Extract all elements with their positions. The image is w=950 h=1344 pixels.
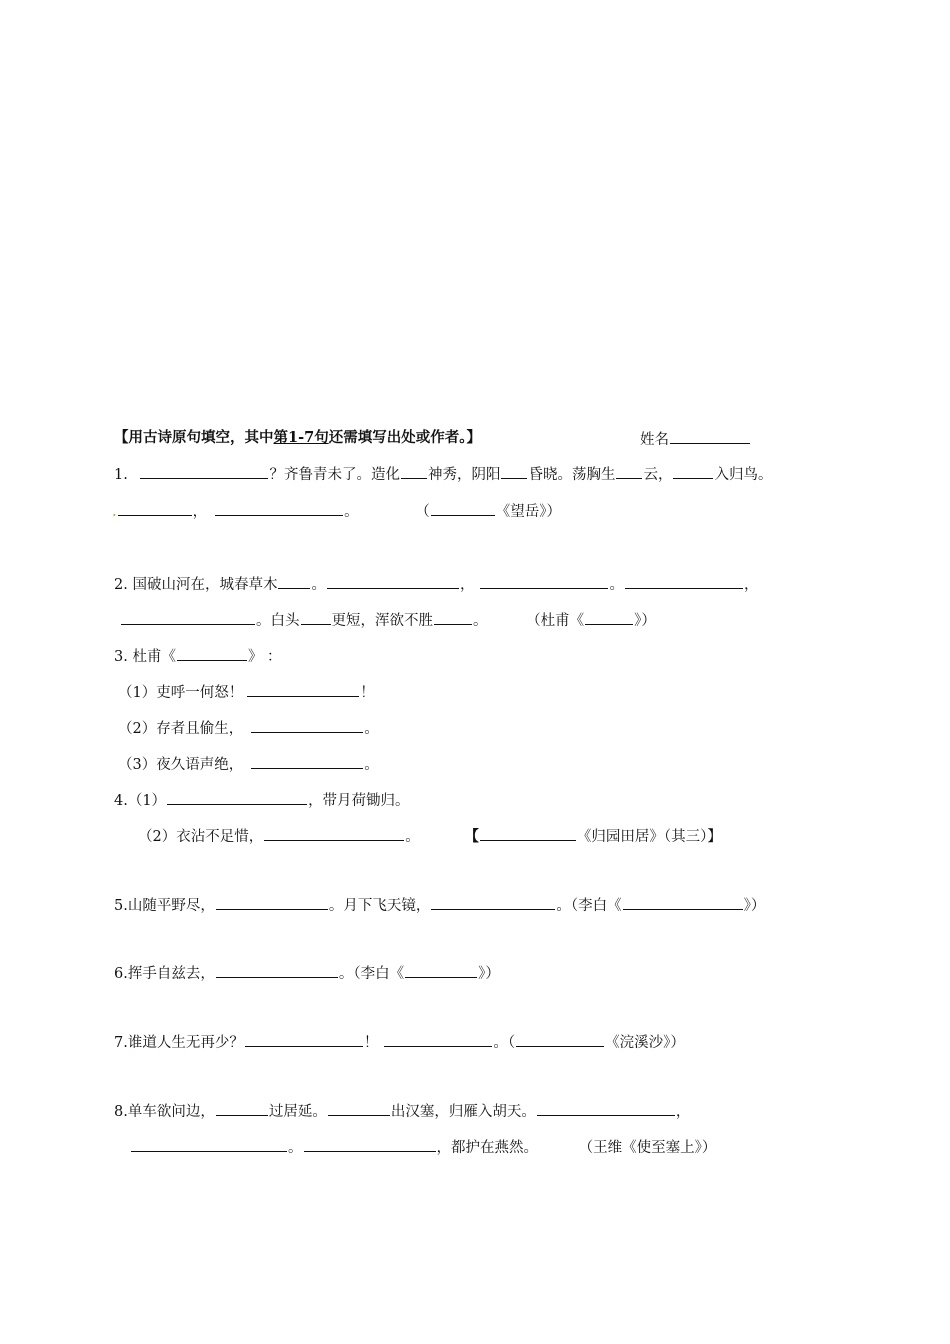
q8-blank-5[interactable] bbox=[304, 1136, 436, 1152]
q6-text-1: 6.挥手自兹去， bbox=[114, 966, 215, 982]
q1-text-1: ？齐鲁青未了。造化 bbox=[269, 467, 400, 483]
q4-sub1-blank[interactable] bbox=[167, 789, 307, 805]
q6-line bbox=[114, 962, 500, 982]
q1-blank-5[interactable] bbox=[673, 463, 713, 479]
q4-sub1 bbox=[114, 789, 410, 809]
q7-blank-2[interactable] bbox=[384, 1031, 492, 1047]
q2-line2 bbox=[120, 609, 656, 629]
q2-text-7: 更短，浑欲不胜 bbox=[331, 613, 433, 629]
q4-author-blank[interactable] bbox=[480, 825, 576, 841]
q3-sub3-text: （3）夜久语声绝， bbox=[118, 757, 244, 773]
q7-line bbox=[114, 1031, 685, 1051]
name-field bbox=[640, 428, 751, 448]
q3-title-close: 》 ： bbox=[247, 649, 282, 665]
q2-title-blank[interactable] bbox=[585, 609, 633, 625]
q8-text-4: ， bbox=[675, 1104, 691, 1120]
q8-text-1: 8.单车欲问边， bbox=[114, 1104, 215, 1120]
q4-sub2-end: 。 bbox=[405, 829, 420, 845]
q8-blank-2[interactable] bbox=[328, 1100, 390, 1116]
q6-text-3: 》） bbox=[478, 966, 500, 982]
q3-title-blank[interactable] bbox=[177, 645, 247, 661]
q1-blank-3[interactable] bbox=[501, 463, 527, 479]
q8-blank-4[interactable] bbox=[131, 1136, 287, 1152]
q3-sub2-text: （2）存者且偷生， bbox=[118, 721, 244, 737]
q2-text-5: ， bbox=[743, 577, 759, 593]
q2-blank-1[interactable] bbox=[278, 573, 310, 589]
q6-blank-1[interactable] bbox=[216, 962, 338, 978]
q2-text-4: 。 bbox=[609, 577, 624, 593]
q1-number: 1. bbox=[114, 467, 128, 483]
q8-line2 bbox=[130, 1136, 716, 1156]
q5-title-blank[interactable] bbox=[623, 894, 743, 910]
q1-line1 bbox=[114, 463, 772, 483]
q1-text-6: ， bbox=[192, 504, 208, 520]
q2-line1 bbox=[114, 573, 758, 593]
q7-text-3: 。（ bbox=[493, 1035, 516, 1051]
q2-source-close: 》） bbox=[634, 613, 656, 629]
q2-blank-7[interactable] bbox=[434, 609, 472, 625]
q1-author-blank[interactable] bbox=[431, 500, 495, 516]
q8-text-6: ，都护在燕然。 bbox=[436, 1140, 538, 1156]
q1-source-title: 《望岳》） bbox=[495, 504, 561, 520]
q8-text-5: 。 bbox=[288, 1140, 303, 1156]
q8-blank-3[interactable] bbox=[537, 1100, 675, 1116]
q7-author-blank[interactable] bbox=[516, 1031, 604, 1047]
q3-sub2-end: 。 bbox=[364, 721, 379, 737]
q3-sub3-end: 。 bbox=[364, 757, 379, 773]
q7-text-2: ！ bbox=[363, 1035, 379, 1051]
q4-sub2-blank[interactable] bbox=[264, 825, 404, 841]
q5-text-4: 》） bbox=[743, 898, 766, 914]
q6-text-2: 。（李白《 bbox=[338, 966, 405, 982]
q1-blank-2[interactable] bbox=[401, 463, 427, 479]
instructions-open: 【用古诗原句填空，其中 bbox=[114, 429, 274, 446]
q4-source-title: 《归园田居》（其三）】 bbox=[576, 829, 722, 845]
q1-line2 bbox=[112, 500, 561, 520]
q8-text-2: 过居延。 bbox=[268, 1104, 327, 1120]
q8-line1 bbox=[114, 1100, 690, 1120]
q7-text-1: 7.谁道人生无再少？ bbox=[114, 1035, 244, 1051]
q2-text-8: 。 bbox=[473, 613, 488, 629]
q4-sub1-end: ，带月荷锄归。 bbox=[308, 793, 410, 809]
q8-text-3: 出汉塞，归雁入胡天。 bbox=[390, 1104, 536, 1120]
q7-text-4: 《浣溪沙》） bbox=[605, 1035, 685, 1051]
q8-source: （王维《使至塞上》） bbox=[578, 1140, 717, 1156]
q4-sub1-text: 4.（1） bbox=[114, 793, 167, 809]
q4-sub2 bbox=[138, 825, 722, 845]
q3-sub1-blank[interactable] bbox=[247, 681, 359, 697]
q1-text-4: 云， bbox=[643, 467, 673, 483]
q3-sub2 bbox=[118, 717, 379, 737]
q2-text-2: 。 bbox=[311, 577, 326, 593]
q3-sub3 bbox=[118, 753, 379, 773]
name-blank[interactable] bbox=[670, 428, 750, 444]
q1-text-5: 入归鸟。 bbox=[714, 467, 773, 483]
q1-text-3: 昏晓。荡胸生 bbox=[528, 467, 616, 483]
q5-text-2: 。月下飞天镜， bbox=[328, 898, 431, 914]
q2-text-3: ， bbox=[459, 577, 475, 593]
q2-blank-5[interactable] bbox=[121, 609, 255, 625]
q1-blank-7[interactable] bbox=[215, 500, 343, 516]
q2-source-open: （杜甫《 bbox=[526, 613, 585, 629]
q3-title bbox=[114, 645, 282, 665]
q1-blank-6[interactable] bbox=[118, 500, 192, 516]
q1-source-open: （ bbox=[415, 504, 430, 520]
q2-blank-3[interactable] bbox=[480, 573, 608, 589]
q7-blank-1[interactable] bbox=[245, 1031, 363, 1047]
q5-blank-2[interactable] bbox=[431, 894, 555, 910]
q1-mark: . bbox=[112, 504, 117, 520]
q3-sub1 bbox=[118, 681, 375, 701]
q6-title-blank[interactable] bbox=[405, 962, 477, 978]
name-label: 姓名 bbox=[640, 432, 669, 448]
instructions bbox=[114, 428, 481, 448]
q3-title-open: 3. 杜甫《 bbox=[114, 649, 176, 665]
q3-sub1-end: ！ bbox=[360, 685, 375, 701]
q5-text-3: 。（李白《 bbox=[556, 898, 622, 914]
q3-sub2-blank[interactable] bbox=[251, 717, 363, 733]
q1-blank-1[interactable] bbox=[140, 463, 268, 479]
q1-text-2: 神秀，阴阳 bbox=[427, 467, 501, 483]
q4-source-open: 【 bbox=[464, 828, 479, 845]
q1-blank-4[interactable] bbox=[616, 463, 642, 479]
q5-blank-1[interactable] bbox=[216, 894, 328, 910]
q2-text-6: 。白头 bbox=[256, 613, 300, 629]
q5-line bbox=[114, 894, 765, 914]
q5-text-1: 5.山随平野尽， bbox=[114, 898, 215, 914]
q3-sub3-blank[interactable] bbox=[251, 753, 363, 769]
instructions-underlined: 第1-7句 bbox=[273, 429, 329, 446]
q4-sub2-text: （2）衣沾不足惜， bbox=[138, 829, 264, 845]
q2-blank-4[interactable] bbox=[625, 573, 743, 589]
q1-text-7: 。 bbox=[344, 504, 359, 520]
q2-text-1: 2. 国破山河在，城春草木 bbox=[114, 577, 278, 593]
q2-blank-6[interactable] bbox=[301, 609, 331, 625]
q2-blank-2[interactable] bbox=[327, 573, 459, 589]
instructions-rest: 还需填写出处或作者。】 bbox=[328, 429, 481, 446]
q3-sub1-text: （1）吏呼一何怒！ bbox=[118, 685, 244, 701]
q8-blank-1[interactable] bbox=[216, 1100, 268, 1116]
